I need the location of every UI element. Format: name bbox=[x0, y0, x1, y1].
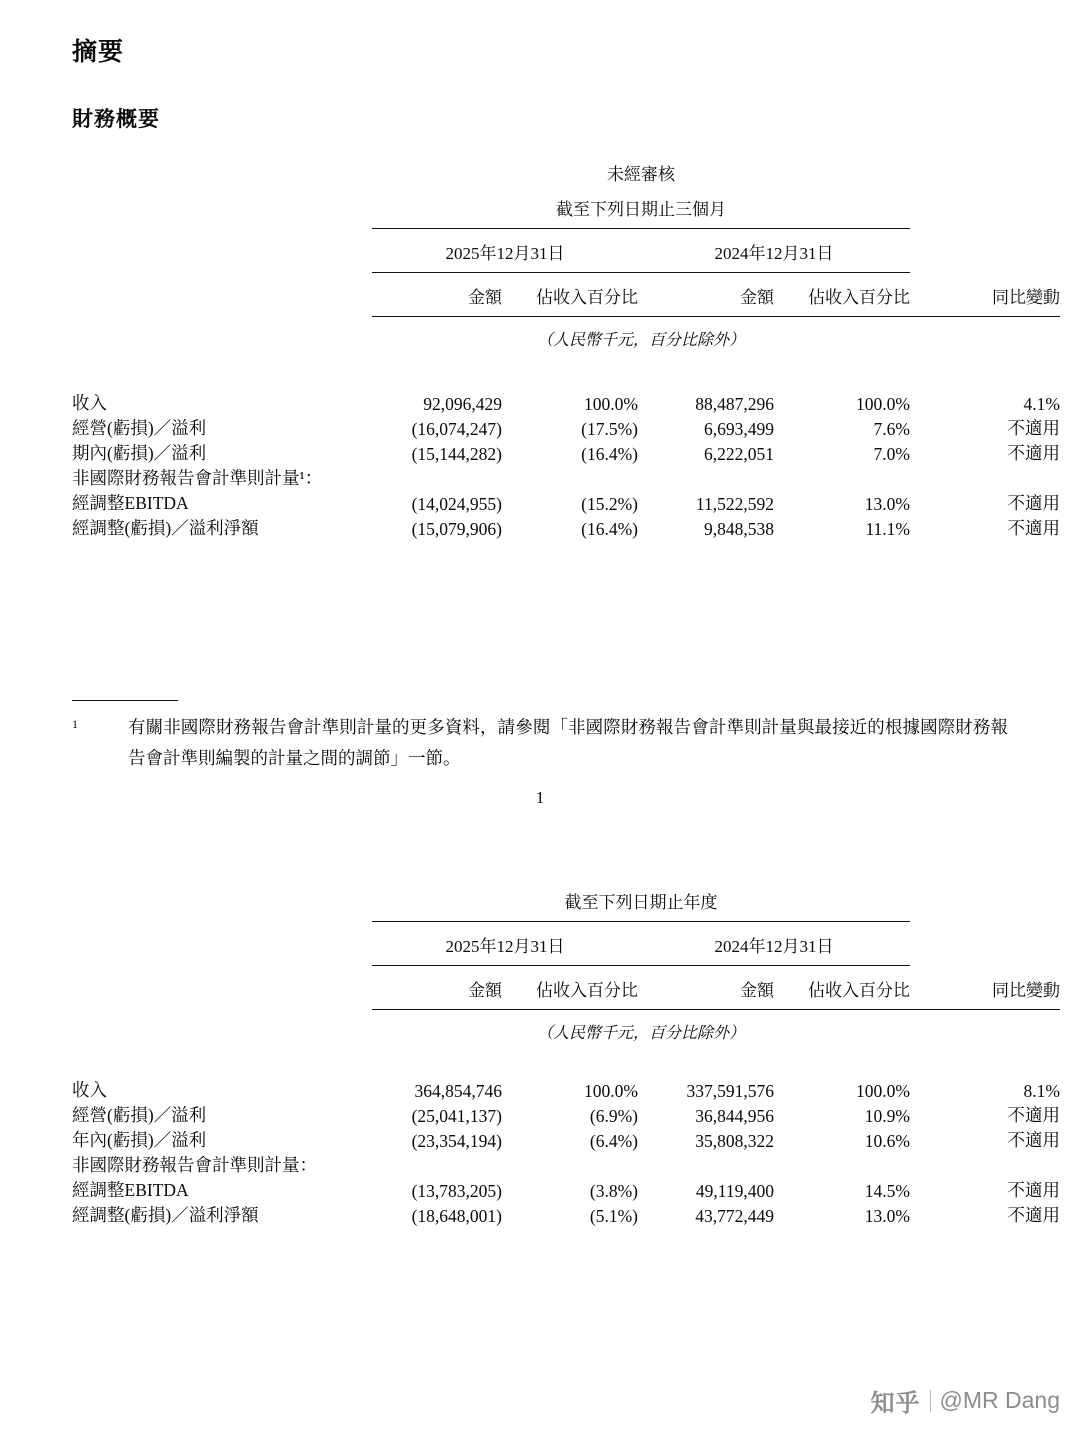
row-amount-2024: 43,772,449 bbox=[695, 1206, 774, 1226]
table-row bbox=[72, 490, 1060, 515]
row-label: 經調整EBITDA bbox=[72, 493, 189, 513]
table-row bbox=[72, 1202, 1060, 1227]
row-label: 收入 bbox=[72, 1080, 107, 1100]
subheader-percent-2025-quarter: 佔收入百分比 bbox=[536, 288, 638, 307]
table-row bbox=[72, 1127, 1060, 1152]
table-row bbox=[72, 1102, 1060, 1127]
subheader-amount-2025-quarter: 金額 bbox=[468, 288, 502, 307]
row-amount-2024: 6,693,499 bbox=[704, 419, 774, 439]
table-row bbox=[72, 1152, 1060, 1177]
subheader-percent-2024-quarter: 佔收入百分比 bbox=[808, 288, 910, 307]
subheader-percent-2025-annual: 佔收入百分比 bbox=[536, 981, 638, 1000]
period-label-quarter: 截至下列日期止三個月 bbox=[556, 200, 726, 219]
row-yoy: 8.1% bbox=[1023, 1081, 1060, 1101]
row-label: 經調整EBITDA bbox=[72, 1180, 189, 1200]
watermark-divider bbox=[930, 1390, 931, 1412]
row-amount-2025: (23,354,194) bbox=[411, 1131, 502, 1151]
row-percent-2024: 13.0% bbox=[864, 494, 910, 514]
row-amount-2025: (25,041,137) bbox=[411, 1106, 502, 1126]
row-amount-2024: 88,487,296 bbox=[695, 394, 774, 414]
row-percent-2025: (6.9%) bbox=[589, 1106, 638, 1126]
table-row bbox=[72, 1077, 1060, 1102]
row-amount-2025: (18,648,001) bbox=[411, 1206, 502, 1226]
table-row bbox=[72, 465, 1060, 490]
row-label: 經調整(虧損)／溢利淨額 bbox=[72, 518, 259, 538]
row-amount-2025: (13,783,205) bbox=[411, 1181, 502, 1201]
table-row bbox=[72, 415, 1060, 440]
row-percent-2025: (3.8%) bbox=[589, 1181, 638, 1201]
footnote bbox=[72, 712, 1008, 773]
table-row bbox=[72, 515, 1060, 540]
row-amount-2024: 337,591,576 bbox=[686, 1081, 774, 1101]
row-percent-2024: 14.5% bbox=[864, 1181, 910, 1201]
row-amount-2024: 36,844,956 bbox=[695, 1106, 774, 1126]
row-amount-2025: (14,024,955) bbox=[411, 494, 502, 514]
table-row bbox=[72, 1177, 1060, 1202]
period-label-annual: 截至下列日期止年度 bbox=[564, 893, 718, 912]
row-label: 經營(虧損)／溢利 bbox=[72, 418, 207, 438]
row-percent-2025: (16.4%) bbox=[581, 444, 638, 464]
row-label: 收入 bbox=[72, 393, 107, 413]
col-header-2025-annual: 2025年12月31日 bbox=[445, 937, 565, 956]
row-percent-2025: 100.0% bbox=[584, 1081, 638, 1101]
row-yoy: 4.1% bbox=[1023, 394, 1060, 414]
subheader-amount-2025-annual: 金額 bbox=[468, 981, 502, 1000]
table-row bbox=[72, 440, 1060, 465]
row-amount-2024: 6,222,051 bbox=[704, 444, 774, 464]
row-label: 非國際財務報告會計準則計量： bbox=[72, 1155, 317, 1175]
unaudited-label: 未經審核 bbox=[607, 165, 675, 184]
row-yoy: 不適用 bbox=[1007, 1180, 1060, 1200]
row-yoy: 不適用 bbox=[1007, 493, 1060, 513]
row-amount-2025: 364,854,746 bbox=[414, 1081, 502, 1101]
footnote-marker: 1 bbox=[72, 717, 78, 731]
row-percent-2025: 100.0% bbox=[584, 394, 638, 414]
footnote-text: 有關非國際財務報告會計準則計量的更多資料，請參閱「非國際財務報告會計準則計量與最接近的根據國際財務報告會計準則編製的計量之間的調節」一節。 bbox=[128, 717, 1008, 768]
subheader-percent-2024-annual: 佔收入百分比 bbox=[808, 981, 910, 1000]
row-label: 經調整(虧損)／溢利淨額 bbox=[72, 1205, 259, 1225]
row-yoy: 不適用 bbox=[1007, 1105, 1060, 1125]
row-label: 非國際財務報告會計準則計量¹： bbox=[72, 468, 323, 488]
row-percent-2024: 7.0% bbox=[873, 444, 910, 464]
subheader-amount-2024-quarter: 金額 bbox=[740, 288, 774, 307]
row-amount-2024: 49,119,400 bbox=[695, 1181, 774, 1201]
row-amount-2024: 11,522,592 bbox=[695, 494, 774, 514]
section-subtitle: 財務概要 bbox=[72, 107, 160, 131]
row-label: 年內(虧損)／溢利 bbox=[72, 1130, 207, 1150]
row-percent-2025: (6.4%) bbox=[589, 1131, 638, 1151]
annual-financial-table-wrap bbox=[72, 888, 1060, 1227]
footnote-rule bbox=[72, 700, 178, 701]
page-title: 摘要 bbox=[72, 39, 125, 66]
quarterly-financial-table bbox=[72, 160, 1060, 540]
row-amount-2025: (16,074,247) bbox=[411, 419, 502, 439]
row-yoy: 不適用 bbox=[1007, 518, 1060, 538]
col-header-2024-quarter: 2024年12月31日 bbox=[714, 244, 834, 263]
col-header-2024-annual: 2024年12月31日 bbox=[714, 937, 834, 956]
watermark-handle: @MR Dang bbox=[939, 1387, 1060, 1413]
row-label: 經營(虧損)／溢利 bbox=[72, 1105, 207, 1125]
row-amount-2025: (15,079,906) bbox=[411, 519, 502, 539]
row-amount-2025: (15,144,282) bbox=[411, 444, 502, 464]
row-amount-2024: 9,848,538 bbox=[704, 519, 774, 539]
row-percent-2024: 100.0% bbox=[856, 394, 910, 414]
annual-financial-table bbox=[72, 888, 1060, 1227]
row-percent-2024: 7.6% bbox=[873, 419, 910, 439]
col-header-2025-quarter: 2025年12月31日 bbox=[445, 244, 565, 263]
row-label: 期內(虧損)／溢利 bbox=[72, 443, 207, 463]
row-percent-2024: 13.0% bbox=[864, 1206, 910, 1226]
watermark bbox=[871, 1383, 1061, 1418]
subheader-yoy-annual: 同比變動 bbox=[992, 981, 1060, 1000]
row-percent-2025: (16.4%) bbox=[581, 519, 638, 539]
row-percent-2024: 10.6% bbox=[864, 1131, 910, 1151]
table-row bbox=[72, 390, 1060, 415]
subheader-amount-2024-annual: 金額 bbox=[740, 981, 774, 1000]
row-yoy: 不適用 bbox=[1007, 1130, 1060, 1150]
unit-note-annual: （人民幣千元，百分比除外） bbox=[536, 1025, 745, 1042]
row-percent-2024: 100.0% bbox=[856, 1081, 910, 1101]
row-amount-2025: 92,096,429 bbox=[423, 394, 502, 414]
quarterly-financial-table-wrap bbox=[72, 160, 1060, 540]
subheader-yoy-quarter: 同比變動 bbox=[992, 288, 1060, 307]
row-yoy: 不適用 bbox=[1007, 443, 1060, 463]
unit-note-quarter: （人民幣千元，百分比除外） bbox=[536, 332, 745, 349]
row-percent-2025: (17.5%) bbox=[581, 419, 638, 439]
page-number: 1 bbox=[535, 788, 545, 807]
row-percent-2025: (5.1%) bbox=[589, 1206, 638, 1226]
row-yoy: 不適用 bbox=[1007, 418, 1060, 438]
row-percent-2024: 11.1% bbox=[865, 519, 910, 539]
row-percent-2024: 10.9% bbox=[864, 1106, 910, 1126]
row-yoy: 不適用 bbox=[1007, 1205, 1060, 1225]
row-amount-2024: 35,808,322 bbox=[695, 1131, 774, 1151]
row-percent-2025: (15.2%) bbox=[581, 494, 638, 514]
zhihu-logo: 知乎 bbox=[870, 1390, 921, 1417]
